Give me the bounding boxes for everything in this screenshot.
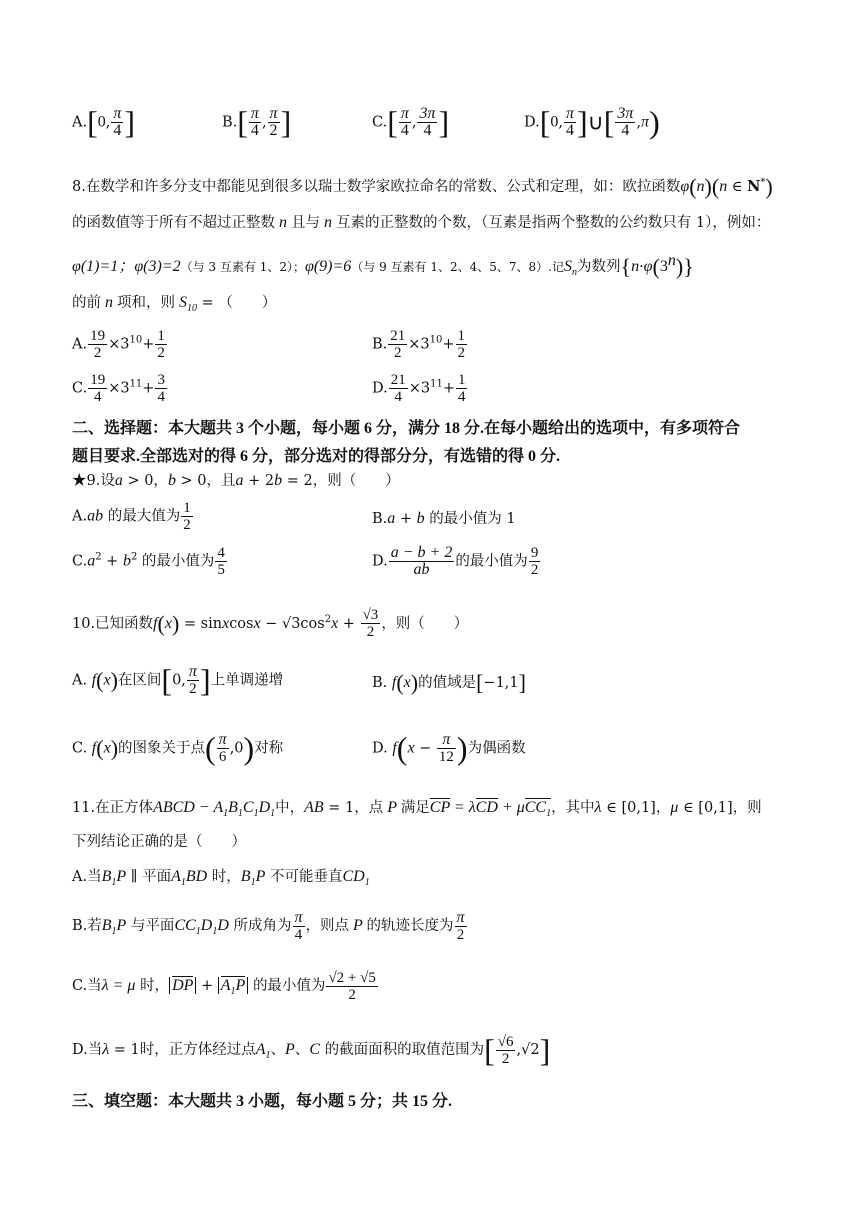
q8-option-d: D. $\frac{21}{4}$ $\times 3^{11}+$ $\frac{1}{4}$ xyxy=(372,372,466,405)
q8-line4: 的前 n 项和，则 $S_{10}$ = （ ） xyxy=(72,294,277,315)
q9-option-a: A.ab 的最大值为 $\frac{1}{2}$ xyxy=(72,500,191,533)
q11-stem-line1: 11.在正方体ABCD − $A_1B_1C_1D_1$中，AB = 1，点 P 满足CP = λCD + μCC$_1$，其中λ ∈ [0,1]，μ ∈ [0,1]，则 xyxy=(72,799,762,820)
q7-option-d: D.[0, $\frac{\pi}{4}$ ]∪[ $\frac{3\pi}{4}$ ,π) xyxy=(524,104,660,140)
q7-option-b: B.[ $\frac{\pi}{4}$ , $\frac{\pi}{2}$ ] xyxy=(222,104,292,140)
q8-line2: 的函数值等于所有不超过正整数 n 且与 n 互素的正整数的个数，（互素是指两个整数的公约数只有 1），例如： xyxy=(72,214,771,231)
q8-option-b: B. $\frac{21}{2}$ $\times 3^{10}+$ $\frac{1}{2}$ xyxy=(372,328,466,361)
q10-option-d: D. f(x − $\frac{\pi}{12}$ )为偶函数 xyxy=(372,730,526,766)
q11-stem-line2: 下列结论正确的是（ ） xyxy=(72,834,246,850)
q8-line3: φ(1)=1；φ(3)=2（与 3 互素有 1、2）；φ(9)=6（与 9 互素有 1、2、4、5、7、8）.记$S_n$为数列$\{n\cdot\varphi(3^n)\}$ xyxy=(72,252,694,279)
q7-option-c: C.[ $\frac{\pi}{4}$ , $\frac{3\pi}{4}$ ] xyxy=(372,104,450,140)
q9-option-c: $C.a^2 + b^2$ 的最小值为 $\frac{4}{5}$ xyxy=(72,545,225,578)
q9-option-d: D. $\frac{a - b + 2}{ab}$ 的最小值为 $\frac{9}{2}$ xyxy=(372,544,539,578)
q9-stem: ★9.设a > 0，b > 0，且a + 2b = 2，则（ ） xyxy=(72,472,400,489)
q7-option-a: A.[0, $\frac{\pi}{4}$ ] xyxy=(72,104,136,140)
q8-line1: 8.在数学和许多分支中都能见到很多以瑞士数学家欧拉命名的常数、公式和定理，如：欧拉函数φ̇(n)(n ∈ N*) xyxy=(72,173,773,199)
q10-stem: 10.已知函数f(x) = sinxcosx − $√3\cos^2x$ + $\frac{√3}{2}$ ，则（ ） xyxy=(72,607,469,641)
q10-option-c: C. f(x)的图象关于点( $\frac{\pi}{6}$ ,0)对称 xyxy=(72,730,284,766)
q10-option-b: B. f(x)的值域是[−1,1] xyxy=(372,670,526,695)
q9-option-b: B.a + b 的最小值为 1 xyxy=(372,510,516,527)
q10-option-a: A. f(x)在区间[0, $\frac{\pi}{2}$ ]上单调递增 xyxy=(72,662,284,698)
q11-option-a: A.当$B_1P$ ∥ 平面$A_1BD$ 时，$B_1P$ 不可能垂直$CD_1$ xyxy=(72,868,370,889)
section-2-heading: 二、选择题：本大题共 3 个小题，每小题 6 分，满分 18 分.在每小题给出的选项中，有多项符合 题目要求.全部选对的得 6 分，部分选对的得部分分，有选错的得 0 分. xyxy=(72,420,741,465)
q11-option-c: C.当λ = μ 时， DP + $A_1P$ 的最小值为 $\frac{√2 + √5}{2}$ xyxy=(72,969,376,1003)
q11-option-b: B.若$B_1P$ 与平面$CC_1D_1D$ 所成角为 $\frac{\pi}{4}$ ，则点 P 的轨迹长度为 $\frac{\pi}{2}$ xyxy=(72,908,465,943)
q8-option-a: A. $\frac{19}{2}$ $\times 3^{10}+$ $\frac{1}{2}$ xyxy=(72,328,165,361)
q8-option-c: C. $\frac{19}{4}$ $\times 3^{11}+$ $\frac{3}{4}$ xyxy=(72,372,165,405)
section-3-heading: 三、填空题：本大题共 3 小题，每小题 5 分；共 15 分. xyxy=(72,1093,453,1110)
q11-option-d: D.当λ = 1时，正方体经过点$A_1$、P、C 的截面面积的取值范围为[ $\frac{√6}{2}$ ,√2] xyxy=(72,1032,551,1068)
